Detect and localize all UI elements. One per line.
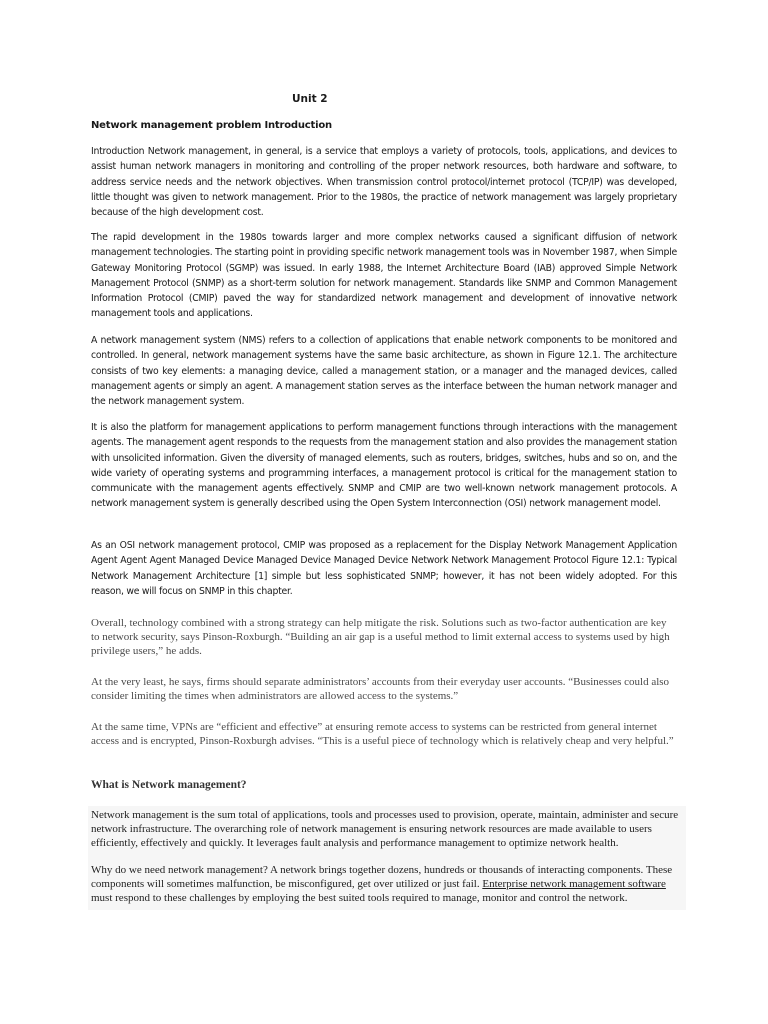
- paragraph: [91, 333, 677, 409]
- section-heading-2: What is Network management?: [91, 779, 247, 791]
- paragraph-text: A network management system (NMS) refers to a collection of applications that enable network components to be monitored and controlled. In general, network management systems have the same basic architecture, as shown in Figure 12.1. The architecture consists of two key elements: a managing device, called a management station, or a manager and the managed devices, called management agents or simply an agent. A management station serves as the interface between the human network manager and the network management system.: [91, 335, 677, 408]
- paragraph-text: At the very least, he says, firms should separate administrators’ accounts from their everyday user accounts. “Businesses could also consider limiting the times when administrators are allowed access to the systems.”: [91, 676, 670, 702]
- paragraph-text-part: Why do we need network management? A network brings together dozens, hundreds or thousands of interacting components. These components will sometimes malfunction, be misconfigured, get over utilized or just fail.: [91, 864, 673, 891]
- shaded-block: [88, 806, 686, 910]
- section-heading: Network management problem Introduction: [91, 120, 332, 131]
- paragraph: [91, 676, 677, 704]
- paragraph-text: Network management is the sum total of applications, tools and processes used to provision, operate, maintain, administer and secure network infrastructure. The overarching role of network management is ensuring network resources are made available to users efficiently, effectively and quickly. It leverages fault analysis and performance management to optimize network health.: [91, 809, 679, 849]
- paragraph-text: Overall, technology combined with a strong strategy can help mitigate the risk. Solutions such as two-factor authentication are key to network security, says Pinson-Roxburgh. “Building an air gap is a useful method to limit external access to systems used by high privilege users,” he adds.: [91, 617, 670, 657]
- section-heading-2-wrap: [91, 779, 677, 791]
- paragraph-text: It is also the platform for management applications to perform management functions through interactions with the management agents. The management agent responds to the requests from the management station and also provides the management station with unsolicited information. Given the diversity of managed elements, such as routers, bridges, switches, hubs and so on, and the wide variety of operating systems and programming interfaces, a management protocol is critical for the management station to communicate with the management agents effectively. SNMP and CMIP are two well-known network management protocols. A network management system is generally described using the Open System Interconnection (OSI) network management model.: [91, 422, 677, 510]
- unit-title: Unit 2: [292, 93, 328, 105]
- paragraph: [91, 230, 677, 322]
- paragraph-text: The rapid development in the 1980s towards larger and more complex networks caused a significant diffusion of network management technologies. The starting point in providing specific network management tools was in November 1987, when Simple Gateway Monitoring Protocol (SGMP) was issued. In early 1988, the Internet Architecture Board (IAB) approved Simple Network Management Protocol (SNMP) as a short-term solution for network management. Standards like SNMP and Common Management Information Protocol (CMIP) paved the way for standardized network management and development of innovative network management tools and applications.: [91, 232, 677, 320]
- paragraph: [91, 538, 677, 599]
- paragraph-text: [91, 864, 683, 905]
- paragraph-text-part: must respond to these challenges by employing the best suited tools required to manage, monitor and control the network.: [91, 891, 628, 904]
- paragraph: [91, 721, 677, 749]
- paragraph-text: As an OSI network management protocol, CMIP was proposed as a replacement for the Display Network Management Application Agent Agent Agent Managed Device Managed Device Managed Device Network Network Management Protocol Figure 12.1: Typical Network Management Architecture [1] simple but less sophisticated SNMP; however, it has not been widely adopted. For this reason, we will focus on SNMP in this chapter.: [91, 540, 677, 597]
- paragraph-text: Introduction Network management, in general, is a service that employs a variety of protocols, tools, applications, and devices to assist human network managers in monitoring and controlling of the proper network resources, both hardware and software, to address service needs and the network objectives. When transmission control protocol/internet protocol (TCP/IP) was developed, little thought was given to network management. Prior to the 1980s, the practice of network management was largely proprietary because of the high development cost.: [91, 146, 677, 219]
- enterprise-network-management-software-link[interactable]: Enterprise network management software: [482, 878, 666, 891]
- paragraph: [91, 617, 677, 658]
- paragraph-text: At the same time, VPNs are “efficient and effective” at ensuring remote access to systems can be restricted from general internet access and is encrypted, Pinson-Roxburgh advises. “This is a useful piece of technology which is relatively cheap and very helpful.”: [91, 721, 674, 747]
- paragraph: [91, 420, 677, 512]
- paragraph: [91, 144, 677, 220]
